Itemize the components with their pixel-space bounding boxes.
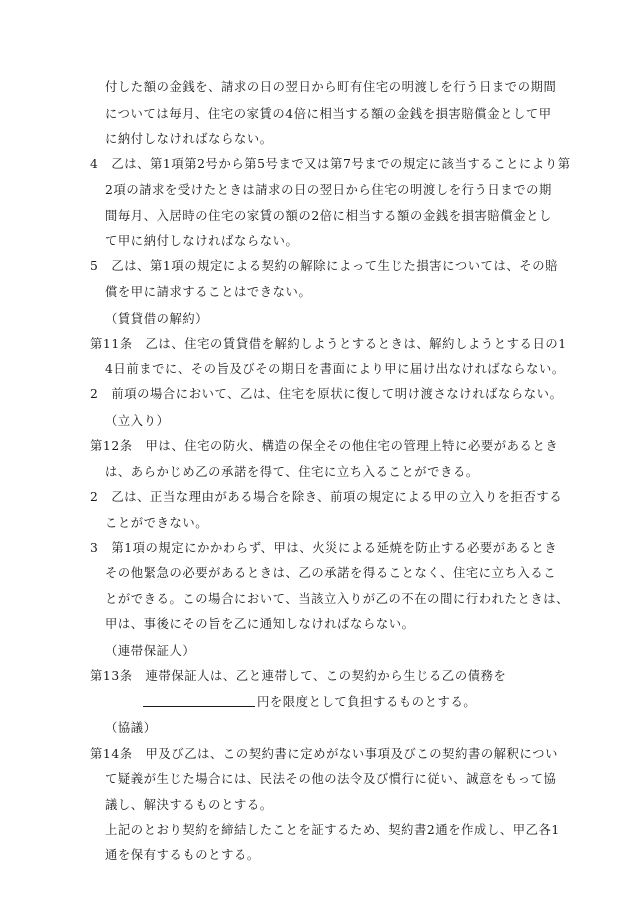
text-line: 4日前までに、その旨及びその期日を書面により甲に届け出なければならない。 [105,362,565,376]
clause-4-line: 4 乙は、第1項第2号から第5号まで又は第7号までの規定に該当することにより第 [90,157,571,171]
text-line: に納付しなければならない。 [105,132,273,146]
text-line: 議し、解決するものとする。 [105,798,273,812]
article-13-line: 第13条 連帯保証人は、乙と連帯して、この契約から生じる乙の債務を [90,669,507,683]
article-14-line: 第14条 甲及び乙は、この契約書に定めがない事項及びこの契約書の解釈につい [90,747,558,761]
text-line: とができる。この場合において、当該立入りが乙の不在の間に行われたときは、 [105,592,570,606]
text-line: ことができない。 [105,516,209,530]
article-12-line: 第12条 甲は、住宅の防火、構造の保全その他住宅の管理上特に必要があるとき [90,439,559,453]
text-line: 付した額の金銭を、請求の日の翌日から町有住宅の明渡しを行う日までの期間 [105,80,557,94]
text-line: は、あらかじめ乙の承諾を得て、住宅に立ち入ることができる。 [105,465,479,479]
text-line: て甲に納付しなければならない。 [105,234,299,248]
text-line: 通を保有するものとする。 [105,848,260,862]
article-11-line: 第11条 乙は、住宅の賃貸借を解約しようとするときは、解約しようとする日の1 [90,337,567,351]
closing-line: 上記のとおり契約を締結したことを証するため、契約書2通を作成し、甲乙各1 [105,823,560,837]
text-line: 円を限度として負担するものとする。 [257,695,477,709]
clause-2-line: 2 前項の場合において、乙は、住宅を原状に復して明け渡さなければならない。 [90,387,563,401]
article-heading: （立入り） [105,414,170,428]
text-line: については毎月、住宅の家賃の4倍に相当する額の金銭を損害賠償金として甲 [105,107,552,121]
clause-5-line: 5 乙は、第1項の規定による契約の解除によって生じた損害については、その賠 [90,259,558,273]
text-line: て疑義が生じた場合には、民法その他の法令及び慣行に従い、誠意をもって協 [105,772,557,786]
text-line: その他緊急の必要があるときは、乙の承諾を得ることなく、住宅に立ち入るこ [105,566,557,580]
text-line: 償を甲に請求することはできない。 [105,285,312,299]
article-heading: （協議） [105,721,157,735]
clause-2-line: 2 乙は、正当な理由がある場合を除き、前項の規定による甲の立入りを拒否する [90,490,563,504]
text-line: 2項の請求を受けたときは請求の日の翌日から住宅の明渡しを行う日までの期 [105,183,552,197]
amount-blank [143,693,255,707]
text-line: 甲は、事後にその旨を乙に通知しなければならない。 [105,617,415,631]
clause-3-line: 3 第1項の規定にかかわらず、甲は、火災による延焼を防止する必要があるとき [90,541,558,555]
article-heading: （賃貸借の解約） [105,312,209,326]
guarantee-limit-line [143,693,476,710]
article-heading: （連帯保証人） [105,644,196,658]
text-line: 間毎月、入居時の住宅の家賃の額の2倍に相当する額の金銭を損害賠償金とし [105,209,552,223]
